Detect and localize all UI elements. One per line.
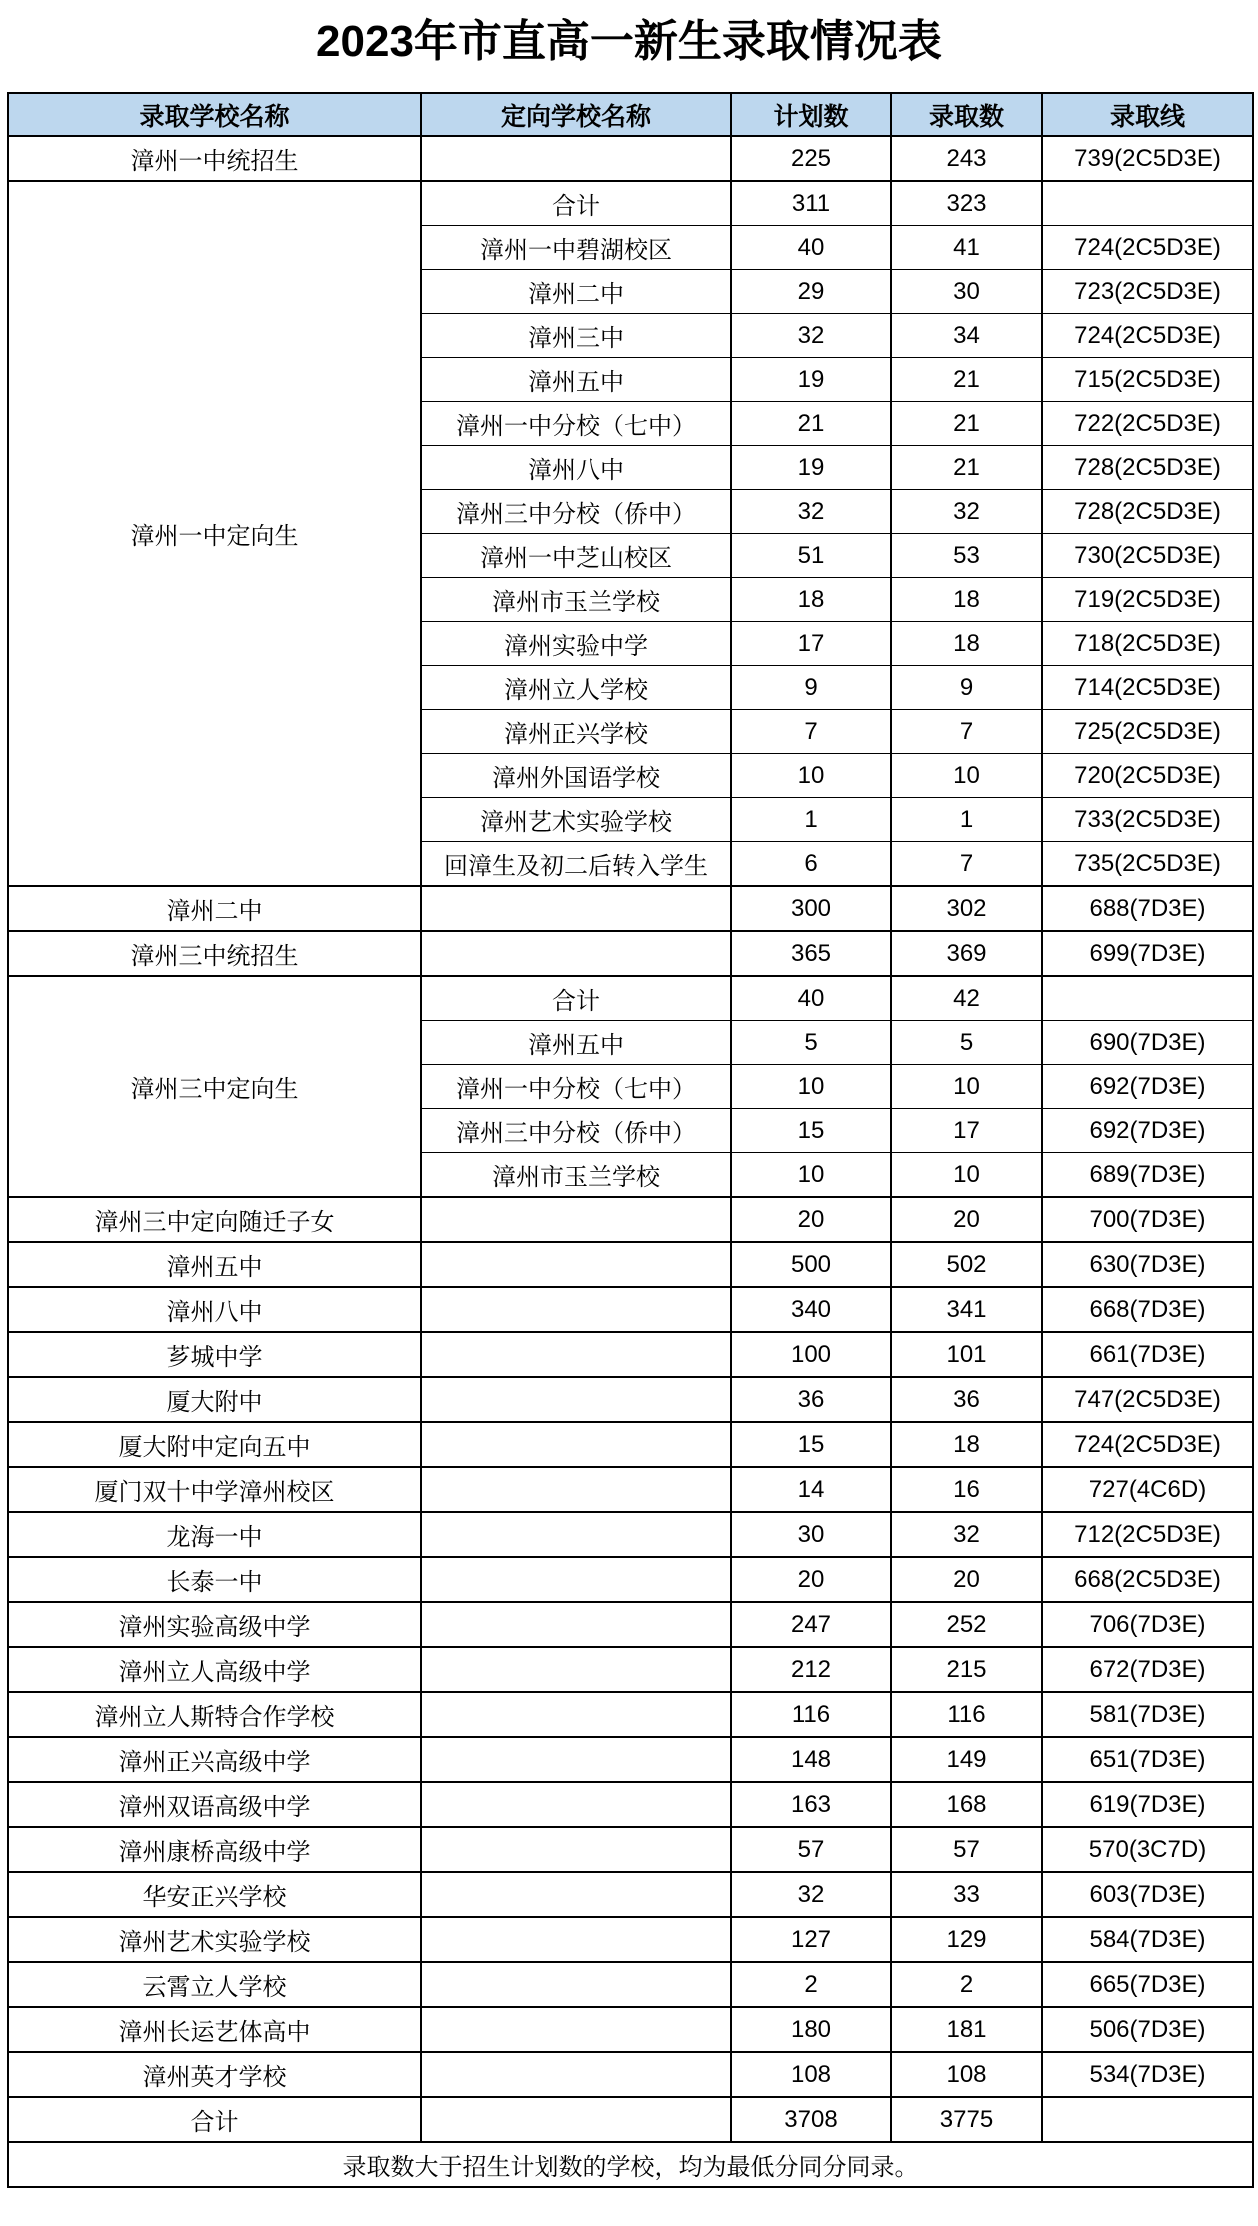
directed-school-cell: 漳州一中分校（七中） <box>421 402 731 446</box>
footer-row <box>8 2142 1253 2187</box>
col-directed-school: 定向学校名称 <box>421 93 731 136</box>
table-row <box>8 976 1253 1021</box>
cutoff-line-cell: 735(2C5D3E) <box>1042 842 1253 887</box>
plan-count-cell: 32 <box>731 1872 891 1917</box>
table-row <box>8 2007 1253 2052</box>
plan-count-cell: 108 <box>731 2052 891 2097</box>
plan-count-cell: 10 <box>731 1065 891 1109</box>
admit-count-cell: 116 <box>891 1692 1042 1737</box>
school-name-cell: 漳州八中 <box>8 1287 421 1332</box>
directed-school-cell: 漳州三中分校（侨中） <box>421 490 731 534</box>
cutoff-line-cell: 692(7D3E) <box>1042 1065 1253 1109</box>
cutoff-line-cell: 661(7D3E) <box>1042 1332 1253 1377</box>
col-admission-school: 录取学校名称 <box>8 93 421 136</box>
cutoff-line-cell: 724(2C5D3E) <box>1042 314 1253 358</box>
table-body <box>8 136 1253 2142</box>
directed-school-cell <box>421 1827 731 1872</box>
plan-count-cell: 2 <box>731 1962 891 2007</box>
cutoff-line-cell <box>1042 976 1253 1021</box>
directed-school-cell: 漳州正兴学校 <box>421 710 731 754</box>
cutoff-line-cell: 718(2C5D3E) <box>1042 622 1253 666</box>
plan-count-cell: 6 <box>731 842 891 887</box>
cutoff-line-cell: 747(2C5D3E) <box>1042 1377 1253 1422</box>
directed-school-cell <box>421 1377 731 1422</box>
table-row <box>8 181 1253 226</box>
cutoff-line-cell: 733(2C5D3E) <box>1042 798 1253 842</box>
school-name-cell: 漳州康桥高级中学 <box>8 1827 421 1872</box>
admit-count-cell: 149 <box>891 1737 1042 1782</box>
admit-count-cell: 10 <box>891 1153 1042 1198</box>
cutoff-line-cell: 706(7D3E) <box>1042 1602 1253 1647</box>
admit-count-cell: 18 <box>891 622 1042 666</box>
directed-school-cell <box>421 1422 731 1467</box>
header-row <box>8 93 1253 136</box>
admit-count-cell: 21 <box>891 358 1042 402</box>
school-name-cell: 漳州一中统招生 <box>8 136 421 181</box>
admit-count-cell: 33 <box>891 1872 1042 1917</box>
school-name-cell: 漳州英才学校 <box>8 2052 421 2097</box>
directed-school-cell <box>421 1602 731 1647</box>
cutoff-line-cell: 570(3C7D) <box>1042 1827 1253 1872</box>
school-name-cell: 漳州五中 <box>8 1242 421 1287</box>
cutoff-line-cell: 603(7D3E) <box>1042 1872 1253 1917</box>
directed-school-cell: 合计 <box>421 976 731 1021</box>
plan-count-cell: 19 <box>731 358 891 402</box>
plan-count-cell: 148 <box>731 1737 891 1782</box>
footer-note: 录取数大于招生计划数的学校，均为最低分同分同录。 <box>8 2142 1253 2187</box>
admit-count-cell: 2 <box>891 1962 1042 2007</box>
school-name-cell: 漳州二中 <box>8 886 421 931</box>
directed-school-cell <box>421 1557 731 1602</box>
admit-count-cell: 9 <box>891 666 1042 710</box>
directed-school-cell <box>421 1782 731 1827</box>
plan-count-cell: 32 <box>731 490 891 534</box>
plan-count-cell: 311 <box>731 181 891 226</box>
cutoff-line-cell: 724(2C5D3E) <box>1042 226 1253 270</box>
admissions-table <box>7 92 1254 2188</box>
plan-count-cell: 18 <box>731 578 891 622</box>
plan-count-cell: 365 <box>731 931 891 976</box>
directed-school-cell: 漳州市玉兰学校 <box>421 1153 731 1198</box>
cutoff-line-cell <box>1042 2097 1253 2142</box>
plan-count-cell: 29 <box>731 270 891 314</box>
table-row <box>8 1962 1253 2007</box>
cutoff-line-cell: 581(7D3E) <box>1042 1692 1253 1737</box>
cutoff-line-cell: 727(4C6D) <box>1042 1467 1253 1512</box>
admit-count-cell: 16 <box>891 1467 1042 1512</box>
directed-school-cell: 漳州一中碧湖校区 <box>421 226 731 270</box>
table-row <box>8 1602 1253 1647</box>
table-row <box>8 1557 1253 1602</box>
directed-school-cell: 漳州三中分校（侨中） <box>421 1109 731 1153</box>
plan-count-cell: 163 <box>731 1782 891 1827</box>
cutoff-line-cell: 730(2C5D3E) <box>1042 534 1253 578</box>
directed-school-cell <box>421 886 731 931</box>
plan-count-cell: 17 <box>731 622 891 666</box>
cutoff-line-cell: 665(7D3E) <box>1042 1962 1253 2007</box>
directed-school-cell <box>421 2097 731 2142</box>
admit-count-cell: 41 <box>891 226 1042 270</box>
admit-count-cell: 502 <box>891 1242 1042 1287</box>
directed-school-cell <box>421 1647 731 1692</box>
table-row <box>8 931 1253 976</box>
plan-count-cell: 9 <box>731 666 891 710</box>
cutoff-line-cell: 700(7D3E) <box>1042 1197 1253 1242</box>
admit-count-cell: 10 <box>891 754 1042 798</box>
plan-count-cell: 20 <box>731 1557 891 1602</box>
table-row <box>8 2052 1253 2097</box>
table-footer <box>8 2142 1253 2187</box>
school-name-cell: 漳州三中统招生 <box>8 931 421 976</box>
admit-count-cell: 42 <box>891 976 1042 1021</box>
cutoff-line-cell: 692(7D3E) <box>1042 1109 1253 1153</box>
cutoff-line-cell: 712(2C5D3E) <box>1042 1512 1253 1557</box>
admit-count-cell: 168 <box>891 1782 1042 1827</box>
admit-count-cell: 32 <box>891 490 1042 534</box>
plan-count-cell: 36 <box>731 1377 891 1422</box>
admit-count-cell: 18 <box>891 1422 1042 1467</box>
table-row <box>8 1332 1253 1377</box>
cutoff-line-cell: 506(7D3E) <box>1042 2007 1253 2052</box>
directed-school-cell <box>421 1467 731 1512</box>
plan-count-cell: 247 <box>731 1602 891 1647</box>
table-row <box>8 1647 1253 1692</box>
plan-count-cell: 15 <box>731 1109 891 1153</box>
cutoff-line-cell: 690(7D3E) <box>1042 1021 1253 1065</box>
cutoff-line-cell: 725(2C5D3E) <box>1042 710 1253 754</box>
cutoff-line-cell <box>1042 181 1253 226</box>
directed-school-cell <box>421 1287 731 1332</box>
cutoff-line-cell: 688(7D3E) <box>1042 886 1253 931</box>
admit-count-cell: 3775 <box>891 2097 1042 2142</box>
directed-school-cell: 漳州五中 <box>421 1021 731 1065</box>
school-name-cell: 漳州三中定向生 <box>8 976 421 1197</box>
plan-count-cell: 212 <box>731 1647 891 1692</box>
cutoff-line-cell: 630(7D3E) <box>1042 1242 1253 1287</box>
cutoff-line-cell: 714(2C5D3E) <box>1042 666 1253 710</box>
cutoff-line-cell: 689(7D3E) <box>1042 1153 1253 1198</box>
table-header <box>8 93 1253 136</box>
cutoff-line-cell: 584(7D3E) <box>1042 1917 1253 1962</box>
directed-school-cell <box>421 2007 731 2052</box>
plan-count-cell: 116 <box>731 1692 891 1737</box>
plan-count-cell: 10 <box>731 754 891 798</box>
plan-count-cell: 340 <box>731 1287 891 1332</box>
directed-school-cell: 漳州二中 <box>421 270 731 314</box>
admit-count-cell: 215 <box>891 1647 1042 1692</box>
plan-count-cell: 100 <box>731 1332 891 1377</box>
cutoff-line-cell: 619(7D3E) <box>1042 1782 1253 1827</box>
admit-count-cell: 129 <box>891 1917 1042 1962</box>
school-name-cell: 厦大附中 <box>8 1377 421 1422</box>
table-row <box>8 1242 1253 1287</box>
school-name-cell: 长泰一中 <box>8 1557 421 1602</box>
school-name-cell: 龙海一中 <box>8 1512 421 1557</box>
directed-school-cell <box>421 1962 731 2007</box>
cutoff-line-cell: 534(7D3E) <box>1042 2052 1253 2097</box>
school-name-cell: 漳州正兴高级中学 <box>8 1737 421 1782</box>
directed-school-cell: 漳州外国语学校 <box>421 754 731 798</box>
table-row <box>8 136 1253 181</box>
plan-count-cell: 7 <box>731 710 891 754</box>
page-title: 2023年市直高一新生录取情况表 <box>316 17 942 66</box>
school-name-cell: 合计 <box>8 2097 421 2142</box>
school-name-cell: 漳州艺术实验学校 <box>8 1917 421 1962</box>
admit-count-cell: 341 <box>891 1287 1042 1332</box>
admit-count-cell: 21 <box>891 402 1042 446</box>
plan-count-cell: 40 <box>731 976 891 1021</box>
admit-count-cell: 252 <box>891 1602 1042 1647</box>
directed-school-cell: 漳州实验中学 <box>421 622 731 666</box>
table-row <box>8 1287 1253 1332</box>
admit-count-cell: 36 <box>891 1377 1042 1422</box>
plan-count-cell: 19 <box>731 446 891 490</box>
cutoff-line-cell: 715(2C5D3E) <box>1042 358 1253 402</box>
plan-count-cell: 3708 <box>731 2097 891 2142</box>
plan-count-cell: 40 <box>731 226 891 270</box>
table-row <box>8 1917 1253 1962</box>
directed-school-cell <box>421 1197 731 1242</box>
admit-count-cell: 20 <box>891 1557 1042 1602</box>
plan-count-cell: 57 <box>731 1827 891 1872</box>
admit-count-cell: 17 <box>891 1109 1042 1153</box>
table-row <box>8 1422 1253 1467</box>
plan-count-cell: 15 <box>731 1422 891 1467</box>
plan-count-cell: 30 <box>731 1512 891 1557</box>
directed-school-cell <box>421 931 731 976</box>
directed-school-cell: 漳州一中芝山校区 <box>421 534 731 578</box>
plan-count-cell: 180 <box>731 2007 891 2052</box>
cutoff-line-cell: 720(2C5D3E) <box>1042 754 1253 798</box>
admit-count-cell: 181 <box>891 2007 1042 2052</box>
plan-count-cell: 225 <box>731 136 891 181</box>
directed-school-cell <box>421 1332 731 1377</box>
col-cutoff-line: 录取线 <box>1042 93 1253 136</box>
table-row <box>8 1872 1253 1917</box>
plan-count-cell: 14 <box>731 1467 891 1512</box>
directed-school-cell: 漳州三中 <box>421 314 731 358</box>
admit-count-cell: 369 <box>891 931 1042 976</box>
cutoff-line-cell: 722(2C5D3E) <box>1042 402 1253 446</box>
school-name-cell: 云霄立人学校 <box>8 1962 421 2007</box>
admit-count-cell: 18 <box>891 578 1042 622</box>
admit-count-cell: 32 <box>891 1512 1042 1557</box>
cutoff-line-cell: 724(2C5D3E) <box>1042 1422 1253 1467</box>
directed-school-cell <box>421 1917 731 1962</box>
school-name-cell: 漳州一中定向生 <box>8 181 421 886</box>
cutoff-line-cell: 728(2C5D3E) <box>1042 446 1253 490</box>
cutoff-line-cell: 739(2C5D3E) <box>1042 136 1253 181</box>
directed-school-cell: 漳州立人学校 <box>421 666 731 710</box>
admit-count-cell: 57 <box>891 1827 1042 1872</box>
cutoff-line-cell: 651(7D3E) <box>1042 1737 1253 1782</box>
plan-count-cell: 500 <box>731 1242 891 1287</box>
col-plan-count: 计划数 <box>731 93 891 136</box>
admit-count-cell: 323 <box>891 181 1042 226</box>
directed-school-cell <box>421 1872 731 1917</box>
directed-school-cell: 回漳生及初二后转入学生 <box>421 842 731 887</box>
plan-count-cell: 51 <box>731 534 891 578</box>
table-row <box>8 1512 1253 1557</box>
directed-school-cell: 漳州八中 <box>421 446 731 490</box>
admit-count-cell: 7 <box>891 842 1042 887</box>
school-name-cell: 厦大附中定向五中 <box>8 1422 421 1467</box>
plan-count-cell: 10 <box>731 1153 891 1198</box>
table-row <box>8 1737 1253 1782</box>
directed-school-cell <box>421 2052 731 2097</box>
school-name-cell: 芗城中学 <box>8 1332 421 1377</box>
admit-count-cell: 243 <box>891 136 1042 181</box>
col-admit-count: 录取数 <box>891 93 1042 136</box>
cutoff-line-cell: 719(2C5D3E) <box>1042 578 1253 622</box>
plan-count-cell: 20 <box>731 1197 891 1242</box>
admit-count-cell: 10 <box>891 1065 1042 1109</box>
table-row <box>8 1197 1253 1242</box>
table-row <box>8 2097 1253 2142</box>
directed-school-cell <box>421 1242 731 1287</box>
admit-count-cell: 5 <box>891 1021 1042 1065</box>
admit-count-cell: 7 <box>891 710 1042 754</box>
admit-count-cell: 34 <box>891 314 1042 358</box>
directed-school-cell: 漳州一中分校（七中） <box>421 1065 731 1109</box>
cutoff-line-cell: 699(7D3E) <box>1042 931 1253 976</box>
admit-count-cell: 30 <box>891 270 1042 314</box>
plan-count-cell: 300 <box>731 886 891 931</box>
school-name-cell: 漳州实验高级中学 <box>8 1602 421 1647</box>
admit-count-cell: 53 <box>891 534 1042 578</box>
school-name-cell: 华安正兴学校 <box>8 1872 421 1917</box>
directed-school-cell: 漳州艺术实验学校 <box>421 798 731 842</box>
cutoff-line-cell: 668(7D3E) <box>1042 1287 1253 1332</box>
school-name-cell: 漳州长运艺体高中 <box>8 2007 421 2052</box>
cutoff-line-cell: 672(7D3E) <box>1042 1647 1253 1692</box>
admit-count-cell: 302 <box>891 886 1042 931</box>
plan-count-cell: 1 <box>731 798 891 842</box>
directed-school-cell: 漳州五中 <box>421 358 731 402</box>
admit-count-cell: 108 <box>891 2052 1042 2097</box>
table-row <box>8 886 1253 931</box>
cutoff-line-cell: 668(2C5D3E) <box>1042 1557 1253 1602</box>
school-name-cell: 漳州立人斯特合作学校 <box>8 1692 421 1737</box>
school-name-cell: 漳州立人高级中学 <box>8 1647 421 1692</box>
admit-count-cell: 21 <box>891 446 1042 490</box>
plan-count-cell: 32 <box>731 314 891 358</box>
table-row <box>8 1827 1253 1872</box>
school-name-cell: 漳州双语高级中学 <box>8 1782 421 1827</box>
directed-school-cell <box>421 1737 731 1782</box>
directed-school-cell <box>421 1512 731 1557</box>
table-row <box>8 1782 1253 1827</box>
school-name-cell: 厦门双十中学漳州校区 <box>8 1467 421 1512</box>
admit-count-cell: 101 <box>891 1332 1042 1377</box>
table-row <box>8 1692 1253 1737</box>
plan-count-cell: 5 <box>731 1021 891 1065</box>
directed-school-cell <box>421 136 731 181</box>
cutoff-line-cell: 723(2C5D3E) <box>1042 270 1253 314</box>
directed-school-cell: 合计 <box>421 181 731 226</box>
admit-count-cell: 20 <box>891 1197 1042 1242</box>
plan-count-cell: 21 <box>731 402 891 446</box>
directed-school-cell: 漳州市玉兰学校 <box>421 578 731 622</box>
school-name-cell: 漳州三中定向随迁子女 <box>8 1197 421 1242</box>
directed-school-cell <box>421 1692 731 1737</box>
cutoff-line-cell: 728(2C5D3E) <box>1042 490 1253 534</box>
table-row <box>8 1467 1253 1512</box>
admit-count-cell: 1 <box>891 798 1042 842</box>
plan-count-cell: 127 <box>731 1917 891 1962</box>
table-row <box>8 1377 1253 1422</box>
